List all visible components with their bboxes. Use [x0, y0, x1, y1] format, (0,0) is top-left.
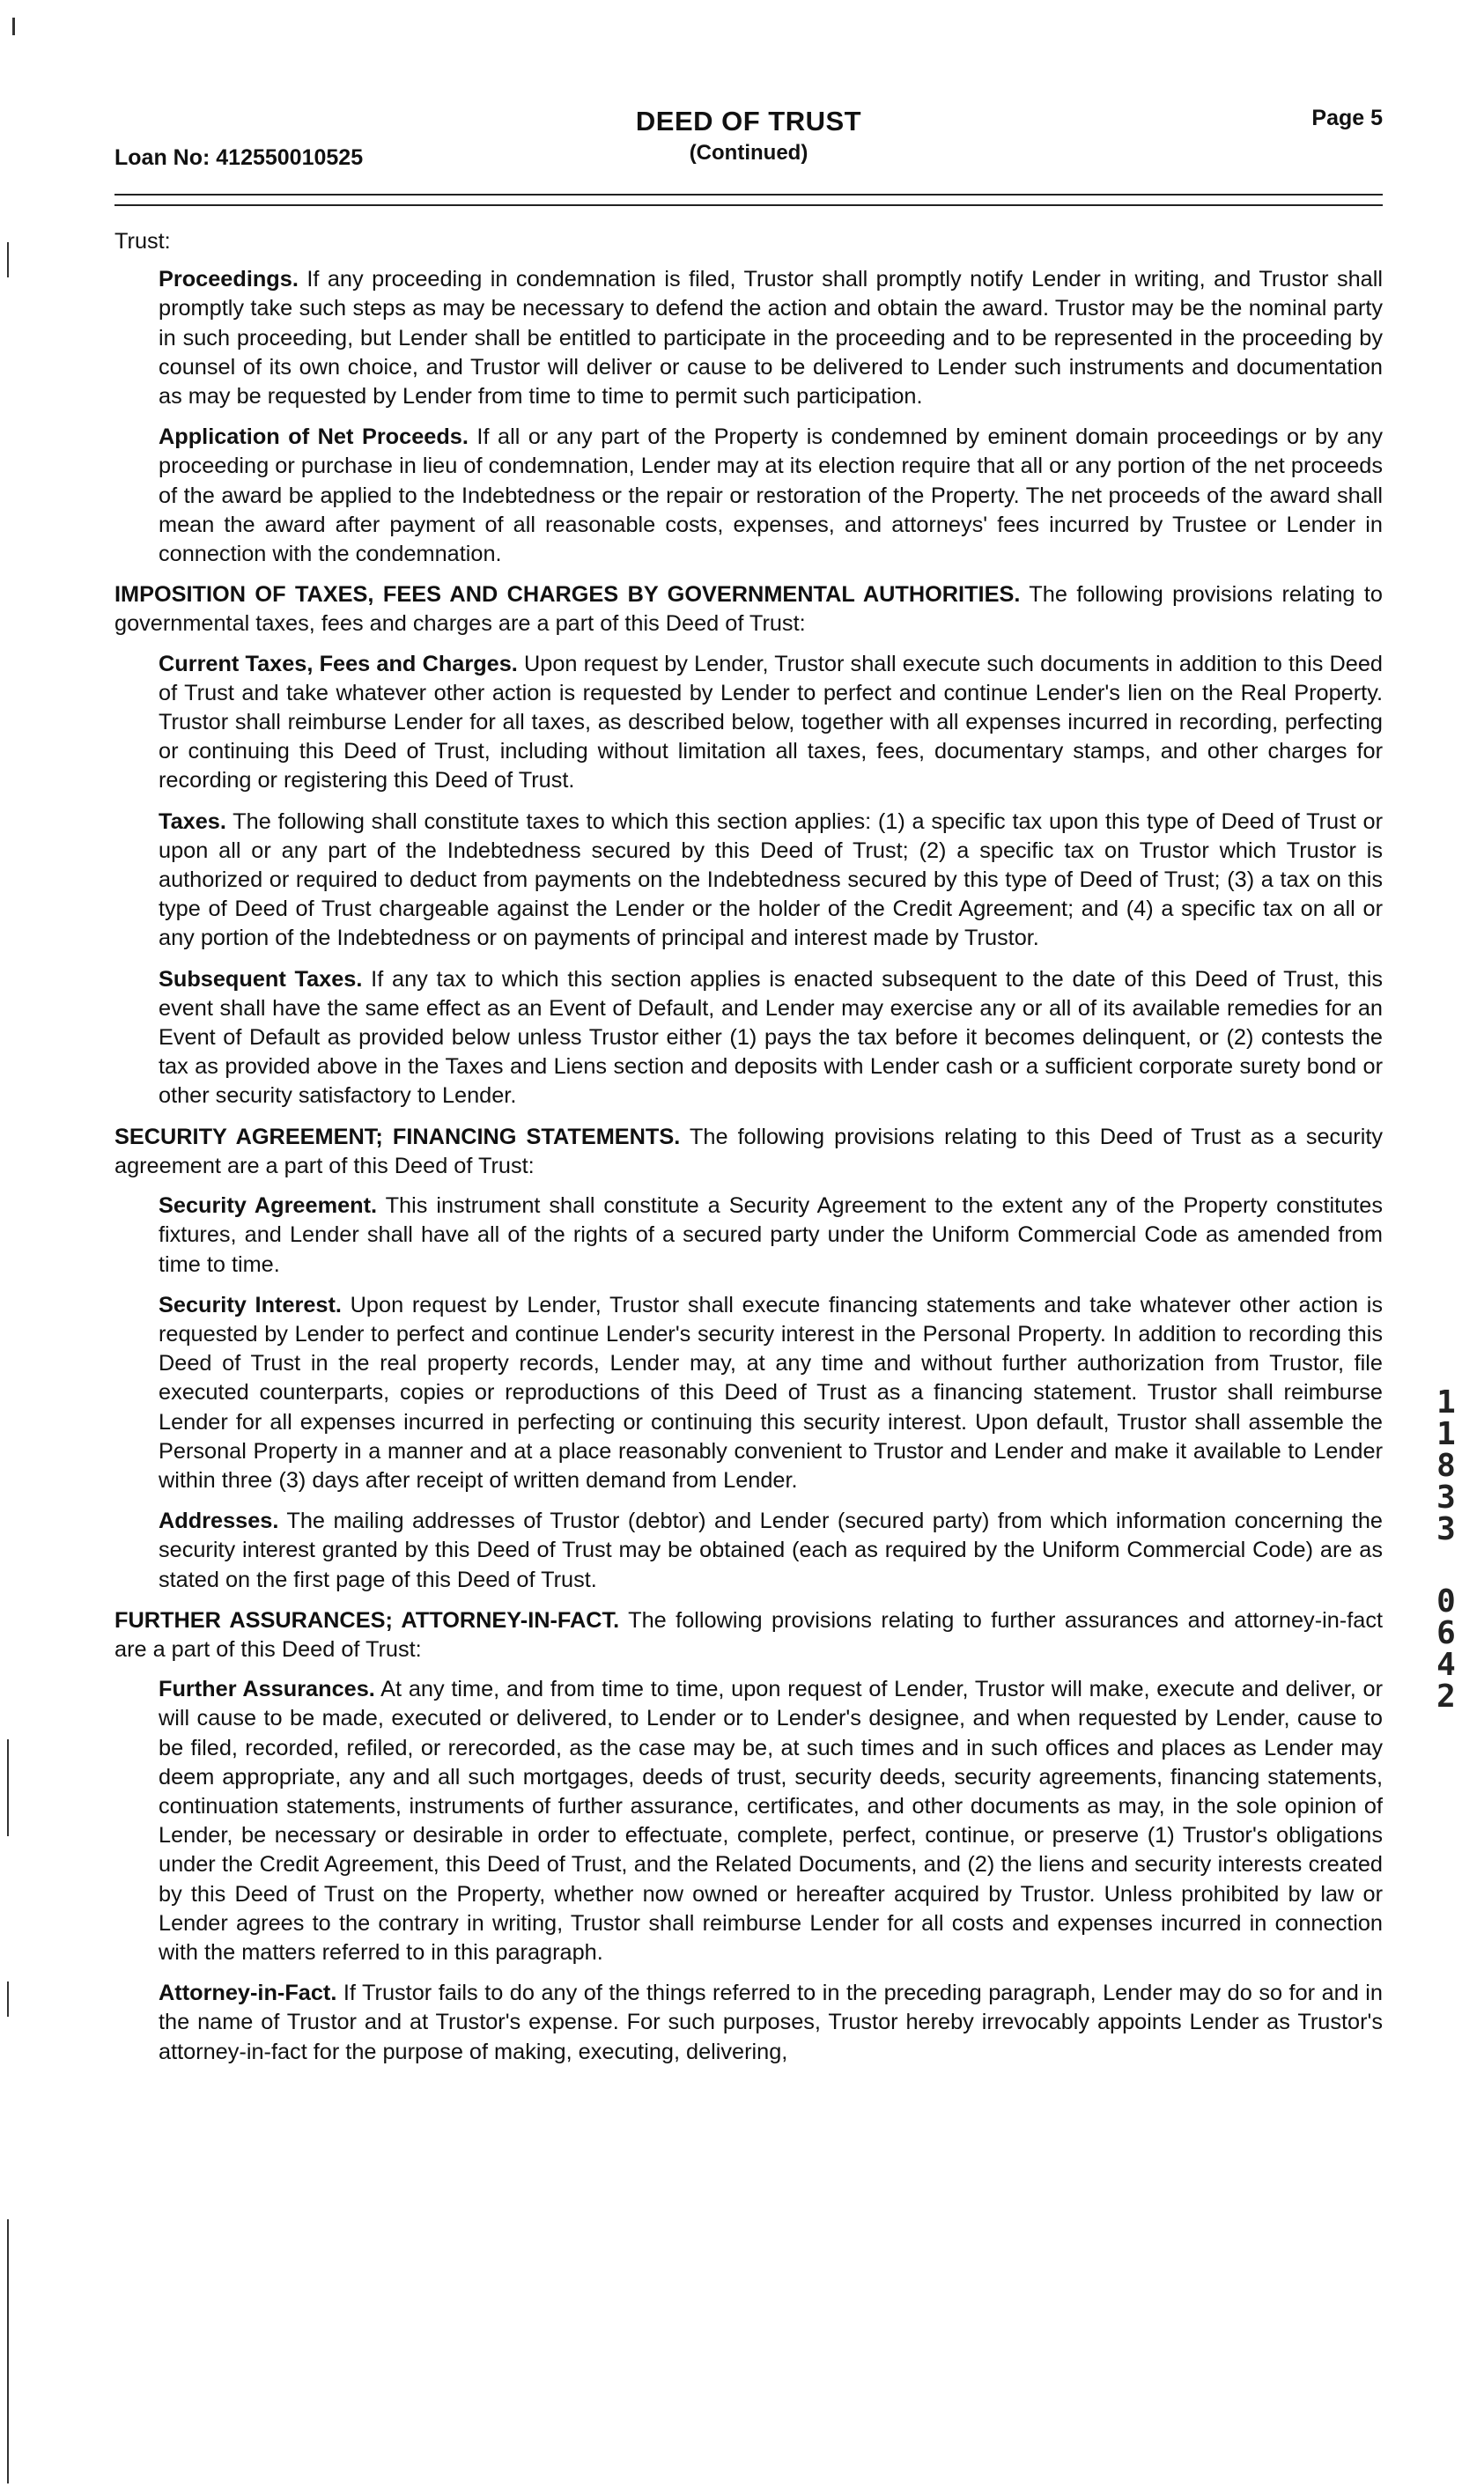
section-text: The following provisions relating to further assurances and attorney-in-fact are a part of this Deed of Trust: [114, 1607, 1383, 1662]
paragraph-text: Upon request by Lender, Trustor shall execute such documents in addition to this Deed of Trust and take whatever other action is requested by Lender to perfect and continue Lender's lien on the Real Property. Trustor shall reimburse Lender for all taxes, as described below, together with all expenses incurred in recording, perfecting or continuing this Deed of Trust, including without limitation all taxes, fees, documentary stamps, and other charges for recording or registering this Deed of Trust. [159, 651, 1384, 793]
stamp-digit: 2 [1436, 1679, 1456, 1715]
section-text: The following provisions relating to this Deed of Trust as a security agreement are a part of this Deed of Trust: [114, 1124, 1383, 1178]
stamp-gap [1429, 1546, 1464, 1586]
paragraph-security-interest [159, 1291, 1383, 1495]
paragraph-attorney-in-fact [159, 1979, 1383, 2067]
stamp-digit: 1 [1436, 1416, 1456, 1452]
scan-mark [7, 242, 9, 277]
paragraph-current-taxes [159, 650, 1383, 796]
section-heading: FURTHER ASSURANCES; ATTORNEY-IN-FACT. [114, 1607, 620, 1633]
paragraph-proceedings [159, 265, 1383, 411]
paragraph-text: Upon request by Lender, Trustor shall execute financing statements and take whatever other action is requested by Lender to perfect and continue Lender's security interest in the Personal Property. In addition to recording this Deed of Trust in the real property records, Lender may, at any time and without further authorization from Trustor, file executed counterparts, copies or reproductions of this Deed of Trust as a financing statement. Trustor shall reimburse Lender for all expenses incurred in perfecting or continuing this security interest. Upon default, Trustor shall assemble the Personal Property in a manner and at a place reasonably convenient to Trustor and Lender and make it available to Lender within three (3) days after receipt of written demand from Lender. [159, 1292, 1383, 1493]
paragraph-heading: Security Agreement. [159, 1193, 378, 1219]
section-heading: IMPOSITION OF TAXES, FEES AND CHARGES BY GOVERNMENTAL AUTHORITIES. [114, 582, 1021, 608]
paragraph-text: The mailing addresses of Trustor (debtor) and Lender (secured party) from which information concerning the security interest granted by this Deed of Trust may be obtained (each as required by the Uniform Commercial Code) are as stated on the first page of this Deed of Trust. [159, 1509, 1383, 1592]
section-heading: SECURITY AGREEMENT; FINANCING STATEMENTS. [114, 1124, 681, 1149]
section-assurances [114, 1606, 1383, 1664]
document-title: DEED OF TRUST [635, 106, 862, 137]
scan-mark [7, 1981, 9, 2017]
paragraph-text: If Trustor fails to do any of the things referred to in the preceding paragraph, Lender may do so for and in the name of Trustor and at Trustor's expense. For such purposes, Trustor hereby irrevocably appoints Lender as Trustor's attorney-in-fact for the purpose of making, executing, delivering, [159, 1981, 1383, 2064]
paragraph-net-proceeds [159, 423, 1383, 569]
paragraph-heading: Further Assurances. [159, 1677, 375, 1702]
title-block [114, 106, 1383, 166]
paragraph-heading: Current Taxes, Fees and Charges. [159, 651, 518, 676]
stamp-digit: 4 [1436, 1647, 1456, 1683]
document-body [114, 227, 1383, 2078]
paragraph-text: The following shall constitute taxes to which this section applies: (1) a specific tax upon this type of Deed of Trust or upon all or any part of the Indebtedness secured by this Deed of Trust; (2) a specific tax on Trustor which Trustor is authorized or required to deduct from payments on the Indebtedness secured by this type of Deed of Trust; (3) a tax on this type of Deed of Trust chargeable against the Lender or the holder of the Credit Agreement; and (4) a specific tax on all or any portion of the Indebtedness or on payments of principal and interest made by Trustor. [159, 808, 1383, 951]
paragraph-heading: Taxes. [159, 808, 226, 834]
stamp-digit: 0 [1436, 1583, 1456, 1620]
paragraph-text: If any proceeding in condemnation is filed, Trustor shall promptly notify Lender in writing, and Trustor shall promptly take such steps as may be necessary to defend the action and obtain the award. Trustor may be the nominal party in such proceeding, but Lender shall be entitled to participate in the proceeding and to be represented in the proceeding by counsel of its own choice, and Trustor will deliver or cause to be delivered to Lender such instruments and documentation as may be requested by Lender from time to time to permit such participation. [159, 267, 1383, 410]
scan-mark [12, 18, 15, 35]
stamp-digit: 3 [1436, 1480, 1456, 1516]
paragraph-heading: Attorney-in-Fact. [159, 1981, 337, 2006]
paragraph-text: If all or any part of the Property is condemned by eminent domain proceedings or by any proceeding or purchase in lieu of condemnation, Lender may at its election require that all or any portion of the net proceeds of the award be applied to the Indebtedness or the repair or restoration of the Property. The net proceeds of the award shall mean the award after payment of all reasonable costs, expenses, and attorneys' fees incurred by Trustee or Lender in connection with the condemnation. [159, 424, 1384, 567]
stamp-digit: 6 [1436, 1615, 1456, 1651]
paragraph-heading: Application of Net Proceeds. [159, 424, 469, 450]
section-security [114, 1123, 1383, 1181]
stamp-digit: 8 [1436, 1448, 1456, 1484]
intro-text: Trust: [114, 229, 171, 254]
stamp-digit: 3 [1436, 1511, 1456, 1547]
paragraph-taxes [159, 808, 1383, 954]
page-number: Page 5 [1311, 106, 1383, 130]
document-subtitle: (Continued) [689, 141, 808, 165]
loan-number: Loan No: 412550010525 [114, 145, 364, 170]
recording-number-stamp [1429, 1384, 1464, 1715]
scan-mark [7, 1739, 9, 1836]
paragraph-heading: Subsequent Taxes. [159, 966, 363, 992]
section-taxes [114, 580, 1383, 638]
paragraph-heading: Security Interest. [159, 1292, 342, 1317]
paragraph-text: If any tax to which this section applies is enacted subsequent to the date of this Deed of Trust, this event shall have the same effect as an Event of Default, and Lender may exercise any or all of its available remedies for an Event of Default as provided below unless Trustor either (1) pays the tax before it becomes delinquent, or (2) contests the tax as provided above in the Taxes and Liens section and deposits with Lender cash or a sufficient corporate surety bond or other security satisfactory to Lender. [159, 966, 1383, 1109]
paragraph-addresses [159, 1507, 1383, 1595]
paragraph-text: At any time, and from time to time, upon request of Lender, Trustor will make, execute and deliver, or will cause to be made, executed or delivered, to Lender or to Lender's designee, and when requested by Lender, cause to be filed, recorded, refiled, or rerecorded, as the case may be, at such times and in such offices and places as Lender may deem appropriate, any and all such mortgages, deeds of trust, security deeds, security agreements, financing statements, continuation statements, instruments of further assurance, certificates, and other documents as may, in the sole opinion of Lender, be necessary or desirable in order to effectuate, complete, perfect, continue, or preserve (1) Trustor's obligations under the Credit Agreement, this Deed of Trust, and the Related Documents, and (2) the liens and security interests created by this Deed of Trust on the Property, whether now owned or hereafter acquired by Trustor. Unless prohibited by law or Lender agrees to the contrary in writing, Trustor shall reimburse Lender for all costs and expenses incurred in connection with the matters referred to in this paragraph. [159, 1677, 1383, 1965]
stamp-digit: 1 [1436, 1384, 1456, 1421]
header-rule [114, 204, 1383, 206]
paragraph-heading: Proceedings. [159, 267, 299, 292]
paragraph-text: This instrument shall constitute a Security Agreement to the extent any of the Property constitutes fixtures, and Lender shall have all of the rights of a secured party under the Uniform Commercial Code as amended from time to time. [159, 1193, 1383, 1277]
scan-mark [7, 2219, 9, 2483]
paragraph-heading: Addresses. [159, 1509, 279, 1534]
paragraph-subsequent-taxes [159, 965, 1383, 1111]
page-header [114, 97, 1383, 185]
section-text: The following provisions relating to governmental taxes, fees and charges are a part of this Deed of Trust: [114, 582, 1383, 637]
paragraph-further-assurances [159, 1675, 1383, 1967]
header-rule [114, 194, 1383, 196]
paragraph-security-agreement [159, 1192, 1383, 1280]
